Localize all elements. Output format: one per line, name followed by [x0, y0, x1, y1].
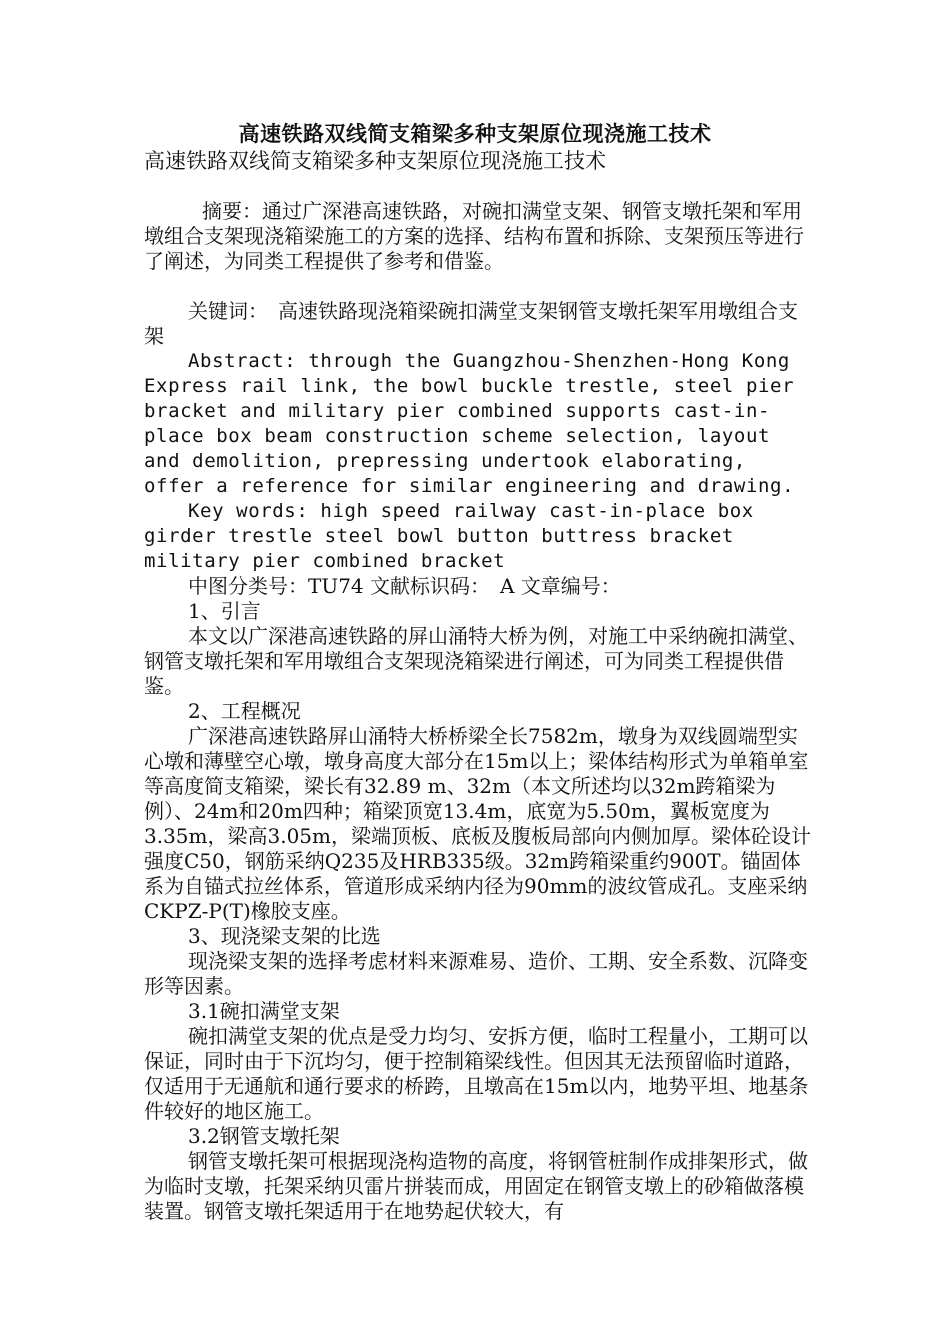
keywords-cn: 关键词： 高速铁路现浇箱梁碗扣满堂支架钢管支墩托架军用墩组合支架: [144, 299, 798, 348]
section-heading: 2、工程概况: [188, 699, 301, 723]
spacer: [144, 274, 814, 299]
keywords-en: Key words: high speed railway cast-in-place box girder trestle steel bowl button buttress bracket military pier combined bracket: [144, 500, 766, 572]
abstract-cn: 摘要：通过广深港高速铁路，对碗扣满堂支架、钢管支墩托架和军用墩组合支架现浇箱梁施工的方案的选择、结构布置和拆除、支架预压等进行了阐述，为同类工程提供了参考和借鉴。: [144, 199, 804, 273]
section-heading: 3.2钢管支墩托架: [188, 1124, 340, 1148]
document-subtitle: 高速铁路双线简支箱梁多种支架原位现浇施工技术: [144, 149, 606, 173]
spacer: [144, 174, 814, 199]
section-paragraph: 现浇梁支架的选择考虑材料来源难易、造价、工期、安全系数、沉降变形等因素。: [144, 949, 808, 998]
document-body: [144, 149, 814, 1224]
section-paragraph: 广深港高速铁路屏山涌特大桥桥梁全长7582m，墩身为双线圆端型实心墩和薄壁空心墩，墩身高度大部分在15m以上；梁体结构形式为单箱单室等高度简支箱梁，梁长有32.89 m、32m（本文所述均以32m跨箱梁为例）、24m和20m四种；箱梁顶宽13.4m，底宽为5.50m，翼板宽度为3.35m，梁高3.05m，梁端顶板、底板及腹板局部向内侧加厚。梁体砼设计强度C50，钢筋采纳Q235及HRB335级。32m跨箱梁重约900T。锚固体系为自锚式拉丝体系，管道形成采纳内径为90mm的波纹管成孔。支座采纳CKPZ-P(T)橡胶支座。: [144, 724, 811, 923]
section-paragraph: 碗扣满堂支架的优点是受力均匀、安拆方便，临时工程量小，工期可以保证，同时由于下沉均匀，便于控制箱梁线性。但因其无法预留临时道路，仅适用于无通航和通行要求的桥跨，且墩高在15m以内，地势平坦、地基条件较好的地区施工。: [144, 1024, 809, 1123]
section-paragraph: 钢管支墩托架可根据现浇构造物的高度，将钢管桩制作成排架形式，做为临时支墩，托架采纳贝雷片拼装而成，用固定在钢管支墩上的砂箱做落模装置。钢管支墩托架适用于在地势起伏较大，有: [144, 1149, 808, 1223]
section-heading: 3、现浇梁支架的比选: [188, 924, 381, 948]
section-heading: 1、引言: [188, 599, 261, 623]
document-title: 高速铁路双线简支箱梁多种支架原位现浇施工技术: [238, 121, 712, 146]
section-paragraph: 本文以广深港高速铁路的屏山涌特大桥为例，对施工中采纳碗扣满堂、钢管支墩托架和军用墩组合支架现浇箱梁进行阐述，可为同类工程提供借鉴。: [144, 624, 808, 698]
section-heading: 3.1碗扣满堂支架: [188, 999, 340, 1023]
abstract-en: Abstract: through the Guangzhou-Shenzhen-Hong Kong Express rail link, the bowl buckle trestle, steel pier bracket and military pier combined supports cast-in-place box beam construction scheme selection, layout and demolition, prepressing undertook elaborating, offer a reference for similar engineering and drawing.: [144, 350, 807, 497]
classification-line: 中图分类号：TU74 文献标识码： A 文章编号：: [188, 574, 621, 598]
